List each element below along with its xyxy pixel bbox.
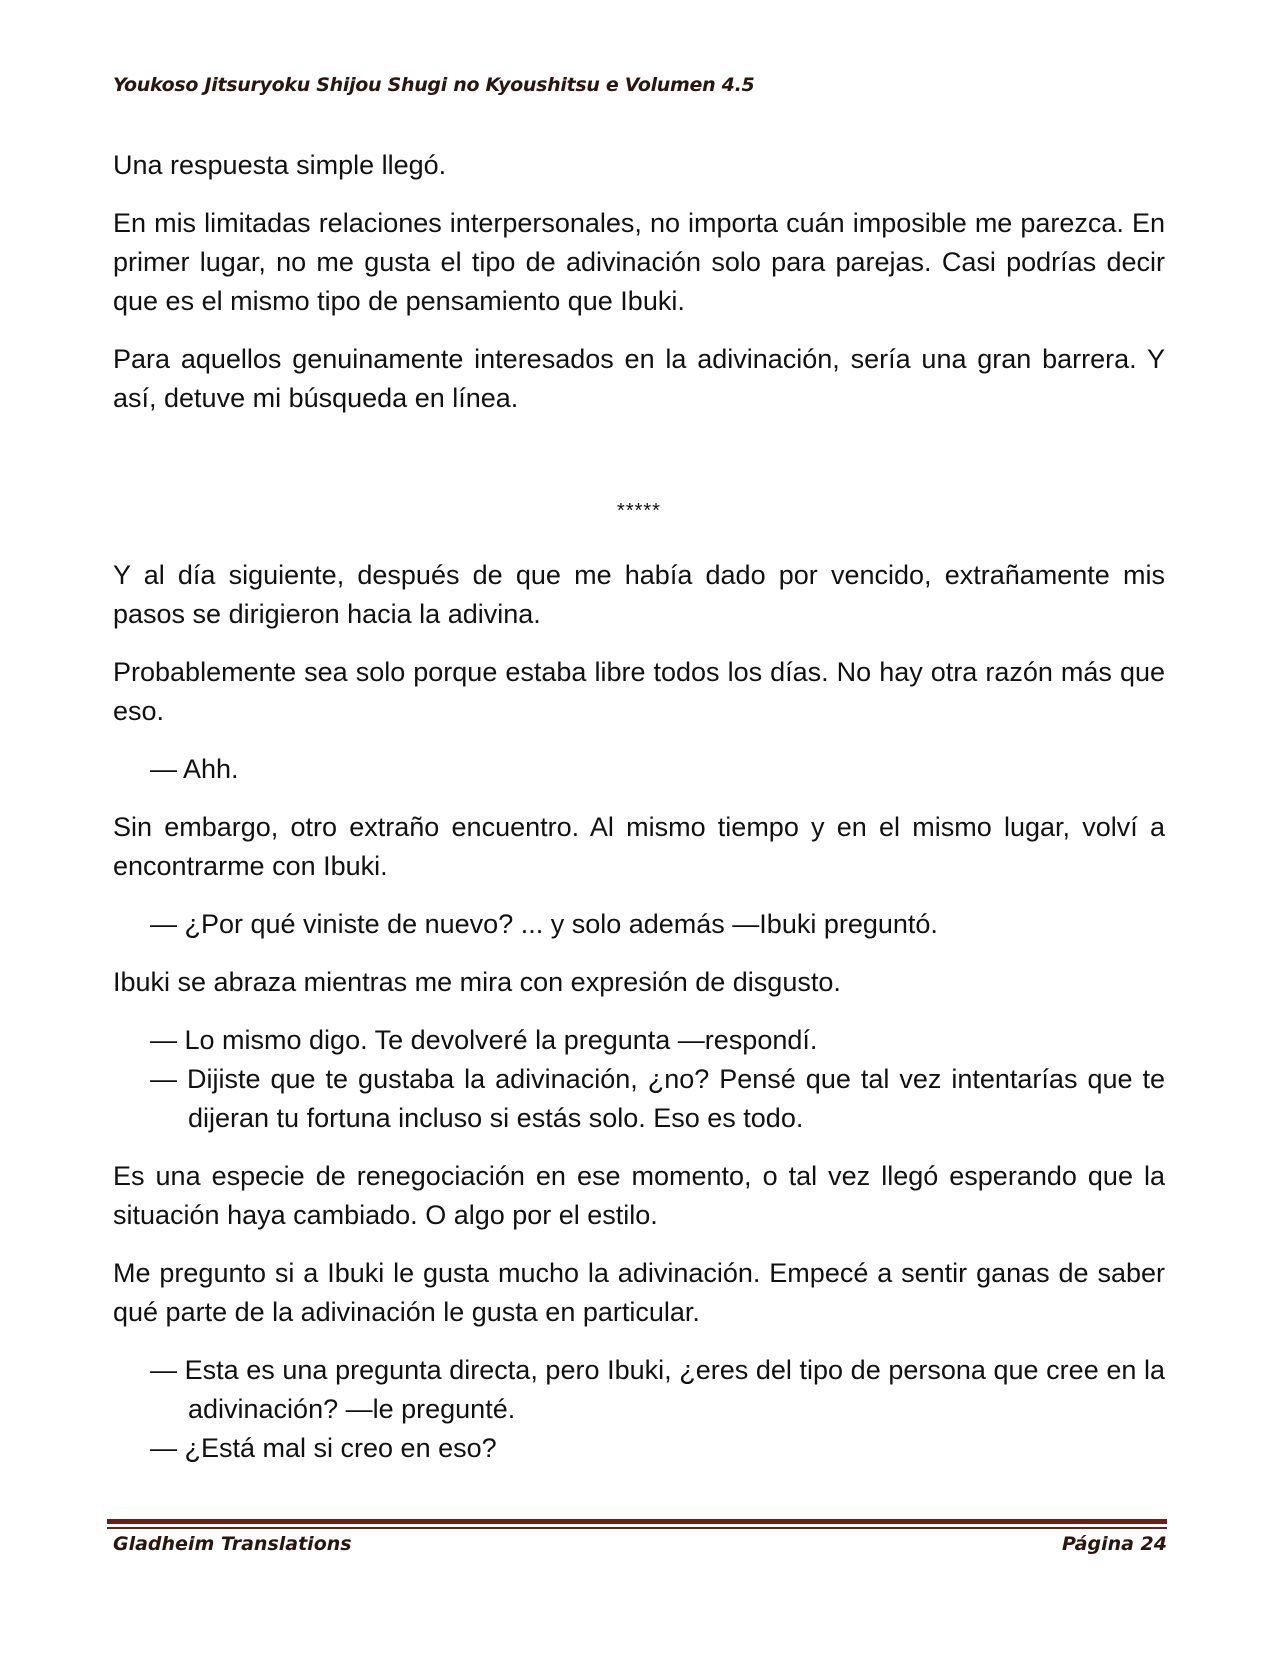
footer-translator: Gladheim Translations bbox=[113, 1533, 352, 1555]
paragraph: Una respuesta simple llegó. bbox=[113, 150, 447, 180]
scene-separator: ***** bbox=[617, 500, 661, 522]
footer-page-number: Página 24 bbox=[1061, 1533, 1167, 1555]
dialogue-line: — Dijiste que te gustaba la adivinación, ¿no? Pensé que tal vez intentarías que te dijeran tu fortuna incluso si estás solo. Eso es todo. bbox=[150, 1064, 1165, 1133]
paragraph: Para aquellos genuinamente interesados en la adivinación, sería una gran barrera. Y así, detuve mi búsqueda en línea. bbox=[113, 344, 1165, 413]
paragraph: Me pregunto si a Ibuki le gusta mucho la adivinación. Empecé a sentir ganas de saber qué parte de la adivinación le gusta en particular. bbox=[113, 1258, 1165, 1327]
paragraph: Y al día siguiente, después de que me había dado por vencido, extrañamente mis pasos se dirigieron hacia la adivina. bbox=[113, 560, 1165, 629]
page-body bbox=[113, 146, 1165, 1468]
paragraph: Probablemente sea solo porque estaba libre todos los días. No hay otra razón más que eso. bbox=[113, 657, 1165, 726]
spacer bbox=[113, 437, 1165, 492]
paragraph: Sin embargo, otro extraño encuentro. Al mismo tiempo y en el mismo lugar, volví a encontrarme con Ibuki. bbox=[113, 812, 1165, 881]
paragraph: Es una especie de renegociación en ese momento, o tal vez llegó esperando que la situación haya cambiado. O algo por el estilo. bbox=[113, 1161, 1165, 1230]
dialogue-line: — Ahh. bbox=[150, 754, 239, 784]
footer-rule-thick bbox=[107, 1519, 1167, 1524]
dialogue-line: — ¿Por qué viniste de nuevo? ... y solo además —Ibuki preguntó. bbox=[150, 909, 938, 939]
dialogue-line: — Esta es una pregunta directa, pero Ibuki, ¿eres del tipo de persona que cree en la adivinación? —le pregunté. bbox=[150, 1355, 1165, 1424]
paragraph: Ibuki se abraza mientras me mira con expresión de disgusto. bbox=[113, 967, 841, 997]
page-header-title: Youkoso Jitsuryoku Shijou Shugi no Kyoushitsu e Volumen 4.5 bbox=[113, 74, 755, 96]
dialogue-line: — Lo mismo digo. Te devolveré la pregunta —respondí. bbox=[150, 1025, 818, 1055]
paragraph: En mis limitadas relaciones interpersonales, no importa cuán imposible me parezca. En primer lugar, no me gusta el tipo de adivinación solo para parejas. Casi podrías decir que es el mismo tipo de pensamiento que Ibuki. bbox=[113, 208, 1165, 316]
footer-rule-thin bbox=[107, 1527, 1167, 1529]
dialogue-line: — ¿Está mal si creo en eso? bbox=[150, 1433, 497, 1463]
